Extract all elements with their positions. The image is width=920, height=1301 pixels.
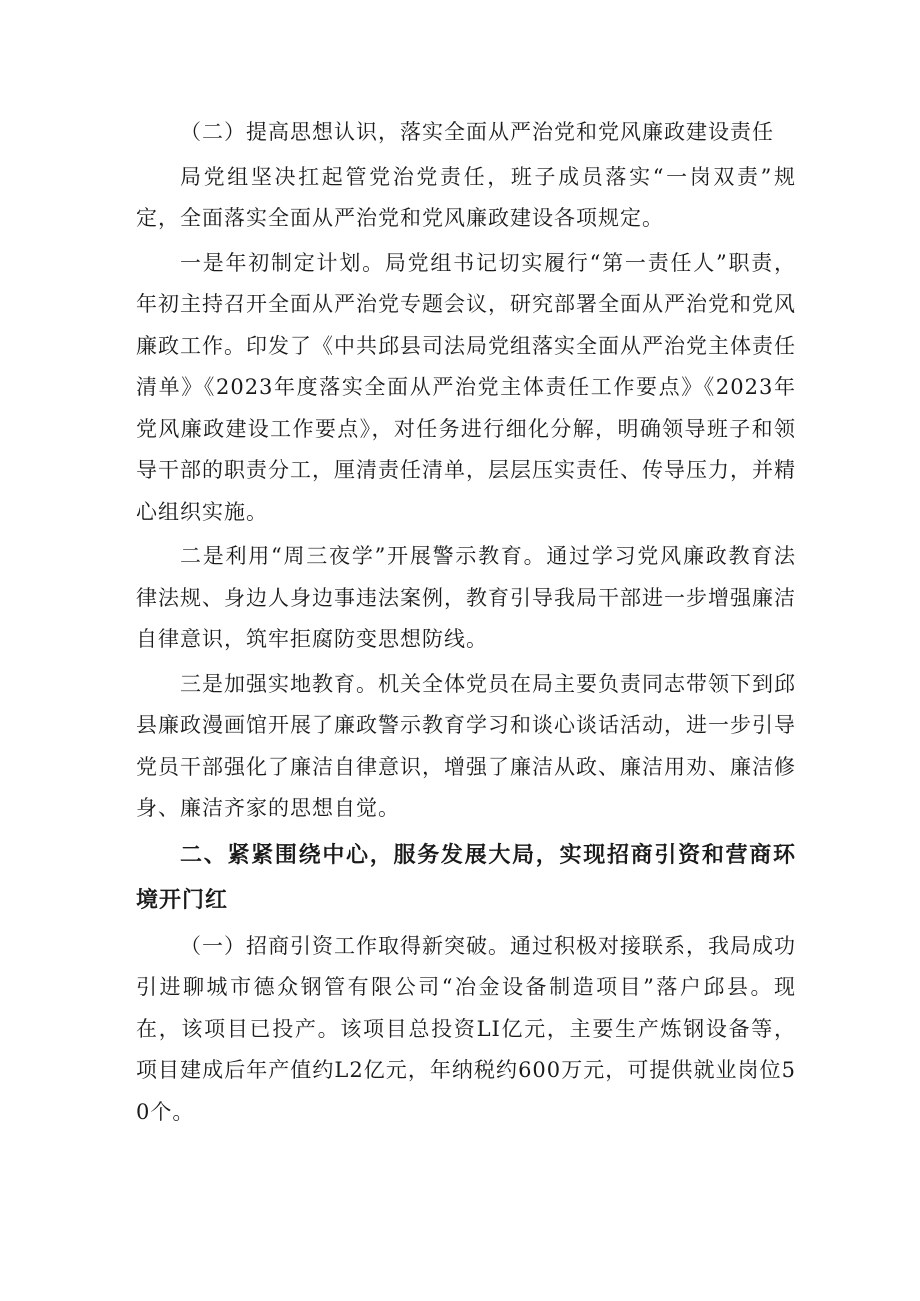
paragraph-annual-plan: 一是年初制定计划。局党组书记切实履行“第一责任人”职责，年初主持召开全面从严治党专题会议，研究部署全面从严治党和党风廉政工作。印发了《中共邱县司法局党组落实全面从严治党主体责任清单》《2023年度落实全面从严治党主体责任工作要点》《2023年党风廉政建设工作要点》，对任务进行细化分解，明确领导班子和领导干部的职责分工，厘清责任清单，层层压实责任、传导压力，并精心组织实施。: [136, 250, 796, 524]
section-heading: 二、紧紧围绕中心，服务发展大局，实现招商引资和营商环境开门红: [136, 842, 796, 913]
paragraph-overview: 局党组坚决扛起管党治党责任，班子成员落实“一岗双责”规定，全面落实全面从严治党和党风廉政建设各项规定。: [136, 164, 796, 230]
paragraph-field-education: 三是加强实地教育。机关全体党员在局主要负责同志带领下到邱县廉政漫画馆开展了廉政警示教育学习和谈心谈话活动，进一步引导党员干部强化了廉洁自律意识，增强了廉洁从政、廉洁用劝、廉洁修身、廉洁齐家的思想自觉。: [136, 671, 796, 820]
paragraph-investment: （一）招商引资工作取得新突破。通过积极对接联系，我局成功引进聊城市德众钢管有限公司“冶金设备制造项目”落户邱县。现在，该项目已投产。该项目总投资LI亿元，主要生产炼钢设备等，项目建成后年产值约L2亿元，年纳税约600万元，可提供就业岗位50个。: [136, 933, 796, 1124]
document-body: [136, 112, 796, 1133]
paragraph-wednesday-study: 二是利用“周三夜学”开展警示教育。通过学习党风廉政教育法律法规、身边人身边事违法案例，教育引导我局干部进一步增强廉洁自律意识，筑牢拒腐防变思想防线。: [136, 544, 796, 651]
subsection-title: （二）提高思想认识，落实全面从严治党和党风廉政建设责任: [180, 120, 774, 144]
